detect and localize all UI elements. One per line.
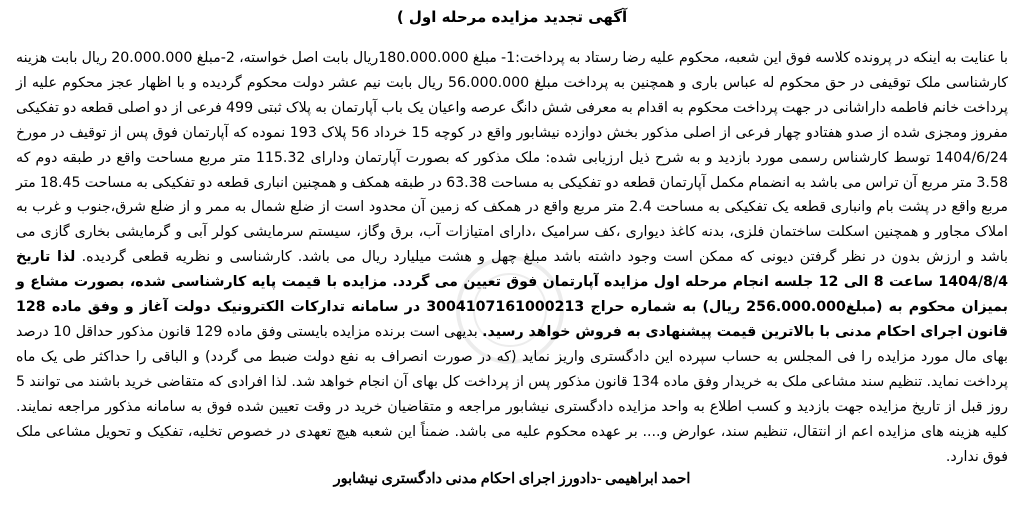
- body-terms: بدیهی است برنده مزایده بایستی وفق ماده 129 قانون مذکور حداقل 10 درصد بهای مال مورد مزایده را فی المجلس به حساب سپرده این دادگستری واریز نماید (که در صورت انصراف به نفع دولت ضبط می گردد) و الباقی را حداکثر طی یک ماه پرداخت نماید. تنظیم سند مشاعی ملک به خریدار وفق ماده 134 قانون مذکور پس از پرداخت کل بهای آن انجام خواهد شد. لذا افرادی که متقاضی خرید باشند می توانند 5 روز قبل از تاریخ مزایده جهت بازدید و کسب اطلاع به واحد مزایده دادگستری نیشابور مراجعه و متقاضیان خرید در وقت تعیین شده فوق به سامانه مذکور مراجعه نمایند. کلیه هزینه های مزایده اعم از انتقال، تنظیم سند، عوارض و.... بر عهده محکوم علیه می باشد. ضمناً این شعبه هیچ تعهدی در خصوص تخلیه، تفکیک و تحویل مشاعی ملک فوق ندارد.: [16, 323, 1008, 465]
- notice-body: [16, 46, 1008, 469]
- body-intro: با عنایت به اینکه در پرونده کلاسه فوق این شعبه، محکوم علیه رضا رستاد به پرداخت:1- مبلغ 180.000.000ریال بابت اصل خواسته، 2-مبلغ 20.000.000 ریال بابت هزینه کارشناسی ملک توقیفی در حق محکوم له عباس باری و همچنین به پرداخت مبلغ 56.000.000 ریال بابت نیم عشر دولت محکوم گردیده و با اظهار عجز محکوم علیه از پرداخت خانم فاطمه داراشانی در جهت پرداخت محکوم به اقدام به معرفی شش دانگ عرصه واعیان یک باب آپارتمان به پلاک ثبتی 499 فرعی از دو اصلی قطعه دو تفکیکی مفروز ومجزی شده از صدو هفتادو چهار فرعی از اصلی مذکور بخش دوازده نیشابور واقع در کوچه 15 خرداد 56 پلاک 193 نموده که آپارتمان فوق پس از توقیف در مورخ 1404/6/24 توسط کارشناس رسمی مورد بازدید و به شرح ذیل ارزیابی شده: ملک مذکور که بصورت آپارتمان ودارای 115.32 متر مربع مساحت واقع در طبقه دوم که 3.58 متر مربع آن تراس می باشد به انضمام مکمل آپارتمان قطعه دو تفکیکی به مساحت 63.38 در طبقه همکف و همچنین انباری قطعه دو تفکیکی به مساحت 18.45 متر مربع واقع در پشت بام وانباری قطعه یک تفکیکی به مساحت 2.4 متر مربع واقع در همکف که زمین آن محدود است از ضلع شمال به ممر و از ضلع شرق،جنوب و غرب به املاک مجاور و همچنین اسکلت ساختمان فلزی، بدنه کاغذ دیواری ،کف سرامیک ،دارای امتیازات آب، برق وگاز، سیستم سرمایشی کولر آبی و گرمایشی بخاری گازی می باشد و ارزش بدون در نظر گرفتن دیونی که ممکن است وجود داشته باشد مبلغ چهل و هشت میلیارد ریال می باشد. کارشناسی و نظریه قطعی گردیده.: [16, 50, 1009, 266]
- signature-line: احمد ابراهیمی -دادورز اجرای احکام مدنی دادگستری نیشابور: [333, 471, 691, 487]
- notice-title: آگهی تجدید مزایده مرحله اول ): [396, 8, 628, 26]
- body-auction-details: لذا تاریخ 1404/8/4 ساعت 8 الی 12 جلسه انجام مرحله اول مزایده آپارتمان فوق تعیین می گردد. مزایده با قیمت پایه کارشناسی شده، بصورت مشاع و بمیزان محکوم به (مبلغ256.000.000 ریال) به شماره حراج 3004107161000213 در سامانه تدارکات الکترونیک دولت آغاز و وفق ماده 128 قانون اجرای احکام مدنی با بالاترین قیمت پیشنهادی به فروش خواهد رسید.: [16, 249, 1008, 340]
